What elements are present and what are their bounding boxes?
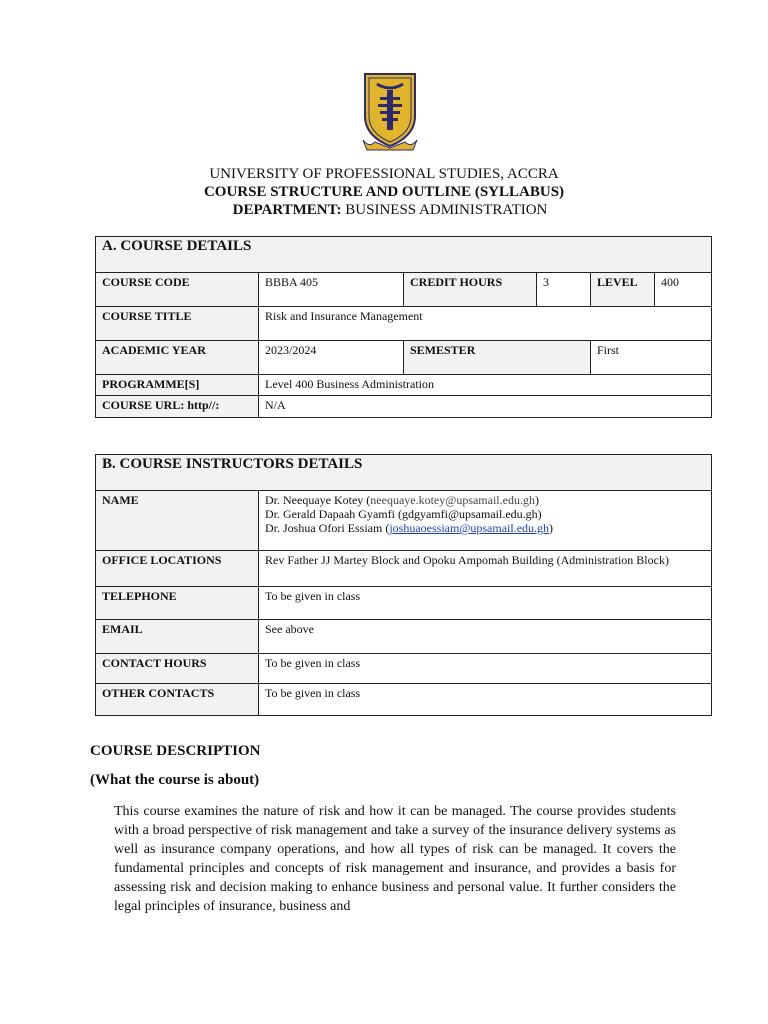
course-description-heading: COURSE DESCRIPTION <box>90 743 261 759</box>
instructor-names <box>259 491 712 551</box>
course-code-value: BBBA 405 <box>259 273 404 307</box>
other-contacts-value: To be given in class <box>259 684 712 716</box>
telephone-value: To be given in class <box>259 587 712 620</box>
course-code-label: COURSE CODE <box>96 273 259 307</box>
course-title-value: Risk and Insurance Management <box>259 307 712 341</box>
other-contacts-label: OTHER CONTACTS <box>96 684 259 716</box>
section-b-title: B. COURSE INSTRUCTORS DETAILS <box>96 455 712 491</box>
academic-year-value: 2023/2024 <box>259 341 404 375</box>
course-title-label: COURSE TITLE <box>96 307 259 341</box>
office-locations-label: OFFICE LOCATIONS <box>96 551 259 587</box>
email-value: See above <box>259 620 712 654</box>
programme-value: Level 400 Business Administration <box>259 375 712 396</box>
programme-label: PROGRAMME[S] <box>96 375 259 396</box>
semester-label: SEMESTER <box>404 341 591 375</box>
instructor-1-email: neequaye.kotey@upsamail.edu.gh <box>370 493 535 507</box>
contact-hours-label: CONTACT HOURS <box>96 654 259 684</box>
university-crest-logo <box>361 70 419 152</box>
instructors-table <box>95 454 712 716</box>
department-line: DEPARTMENT: BUSINESS ADMINISTRATION <box>232 202 548 218</box>
syllabus-title: COURSE STRUCTURE AND OUTLINE (SYLLABUS) <box>203 184 565 200</box>
instructor-3: Dr. Joshua Ofori Essiam (joshuaoessiam@upsamail.edu.gh) <box>265 521 554 535</box>
email-label: EMAIL <box>96 620 259 654</box>
office-locations-value: Rev Father JJ Martey Block and Opoku Ampomah Building (Administration Block) <box>259 551 712 587</box>
instructor-2: Dr. Gerald Dapaah Gyamfi (gdgyamfi@upsamail.edu.gh) <box>265 507 542 521</box>
section-a-title: A. COURSE DETAILS <box>96 237 712 273</box>
telephone-label: TELEPHONE <box>96 587 259 620</box>
instructor-2-email: gdgyamfi@upsamail.edu.gh <box>401 507 538 521</box>
course-url-label: COURSE URL: http//: <box>96 396 259 418</box>
semester-value: First <box>591 341 712 375</box>
credit-hours-value: 3 <box>537 273 591 307</box>
course-details-table <box>95 236 712 418</box>
university-name: UNIVERSITY OF PROFESSIONAL STUDIES, ACCRA <box>209 166 559 182</box>
name-label: NAME <box>96 491 259 551</box>
instructor-3-email-link[interactable]: joshuaoessiam@upsamail.edu.gh <box>389 521 550 535</box>
contact-hours-value: To be given in class <box>259 654 712 684</box>
level-label: LEVEL <box>591 273 655 307</box>
course-description-subheading: (What the course is about) <box>90 772 260 788</box>
course-url-value: N/A <box>259 396 712 418</box>
course-description-text: This course examines the nature of risk and how it can be managed. The course provides students with a broad perspective of risk management and take a survey of the insurance delivery systems as well as insurance company operations, and how all types of risk can be managed. It covers the fundamental principles and concepts of risk management and insurance, and provides a basis for assessing risk and decision making to enhance business and personal value. It further considers the legal principles of insurance, business and <box>114 804 676 914</box>
credit-hours-label: CREDIT HOURS <box>404 273 537 307</box>
academic-year-label: ACADEMIC YEAR <box>96 341 259 375</box>
instructor-1: Dr. Neequaye Kotey (neequaye.kotey@upsamail.edu.gh) <box>265 493 539 507</box>
level-value: 400 <box>655 273 712 307</box>
